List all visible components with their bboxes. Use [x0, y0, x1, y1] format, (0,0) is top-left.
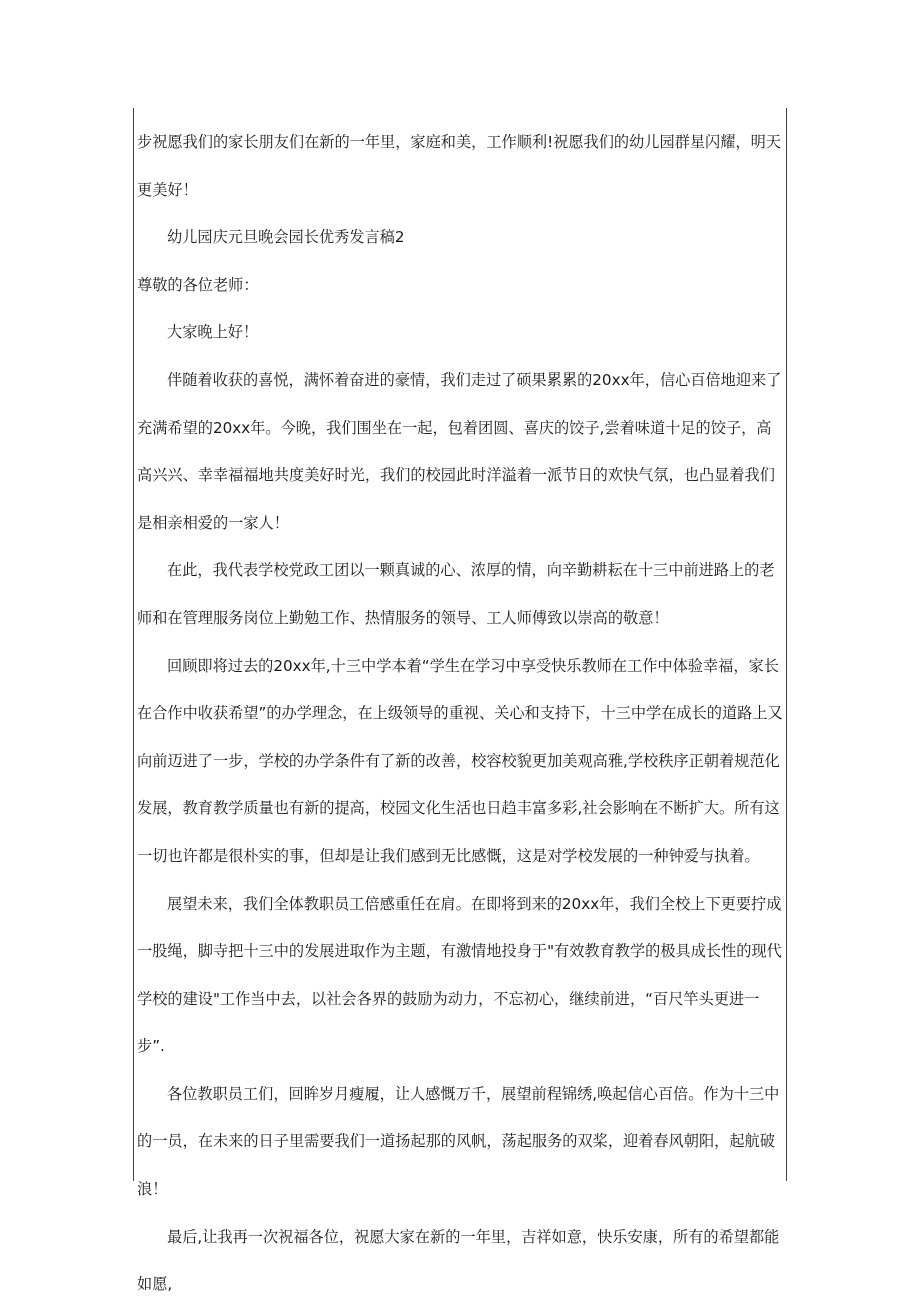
paragraph-review: 回顾即将过去的20xx年,十三中学本着“学生在学习中享受快乐教师在工作中体验幸福，家长在合作中收获希望”的办学理念，在上级领导的重视、关心和支持下，十三中学在成长的道路上又向前迈进了一步，学校的办学条件有了新的改善，校容校貌更加美观高雅,学校秩序正朝着规范化发展，教育教学质量也有新的提高，校园文化生活也日趋丰富多彩,社会影响在不断扩大。所有这一切也许都是很朴实的事，但却是让我们感到无比感慨，这是对学校发展的一种钟爱与执着。 [137, 656, 783, 865]
greeting: 大家晚上好！ [167, 323, 259, 342]
paragraph-opening: 伴随着收获的喜悦，满怀着奋进的豪情，我们走过了硕果累累的20xx年，信心百倍地迎来了充满希望的20xx年。今晚，我们围坐在一起，包着团圆、喜庆的饺子,尝着味道十足的饺子，高高兴兴、幸幸福福地共度美好时光，我们的校园此时洋溢着一派节日的欢快气氛，也凸显着我们是相亲相爱的一家人！ [137, 370, 782, 532]
paragraph-staff: 各位教职员工们，回眸岁月瘦履，让人感慨万千，展望前程锦绣,唤起信心百倍。作为十三中的一员，在未来的日子里需要我们一道扬起那的风帆，荡起服务的双桨，迎着春风朝阳，起航破浪！ [137, 1084, 780, 1199]
paragraph-respect: 在此，我代表学校党政工团以一颗真诚的心、浓厚的情，向辛勤耕耘在十三中前进路上的老师和在管理服务岗位上勤勉工作、热情服务的领导、工人师傅致以崇高的敬意！ [137, 561, 775, 627]
page-left-border [133, 108, 134, 1181]
paragraph-outlook: 展望未来，我们全体教职员工倍感重任在肩。在即将到来的20xx年，我们全校上下更要拧成一股绳，脚寺把十三中的发展进取作为主题，有激情地投身于"有效教育教学的极具成长性的现代学校的建设"工作当中去，以社会各界的鼓励为动力，不忘初心，继续前进，“百尺竿头更进一步”. [137, 894, 782, 1056]
paragraph-closing-wishes: 步祝愿我们的家长朋友们在新的一年里，家庭和美，工作顺利!祝愿我们的幼儿园群星闪耀，明天更美好！ [137, 133, 781, 199]
document-body [137, 119, 783, 1309]
section-heading: 幼儿园庆元旦晚会园长优秀发言稿2 [167, 228, 405, 247]
paragraph-final-wishes: 最后,让我再一次祝福各位，祝愿大家在新的一年里，吉祥如意，快乐安康，所有的希望都能如愿, [137, 1227, 780, 1294]
page-right-border [786, 108, 787, 1181]
salutation: 尊敬的各位老师： [137, 275, 259, 294]
